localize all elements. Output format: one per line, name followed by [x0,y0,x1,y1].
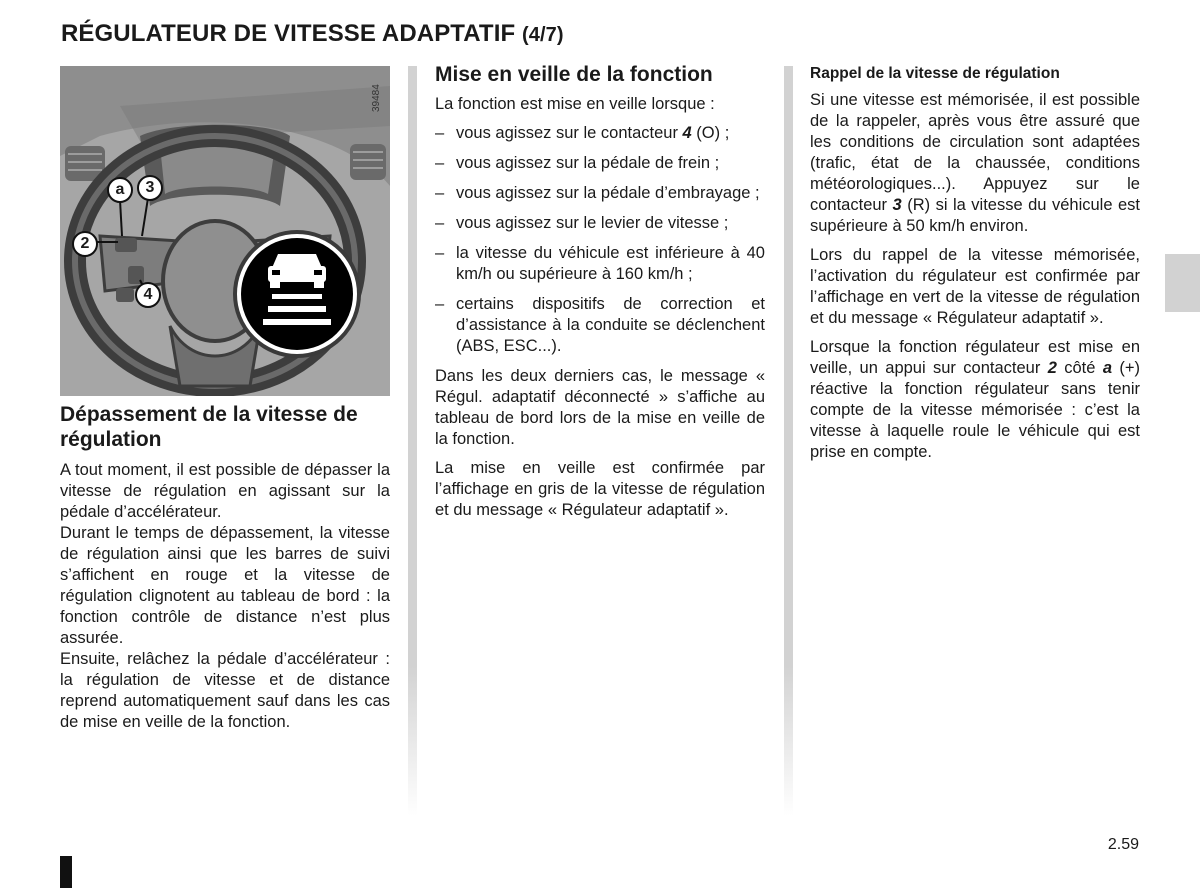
paragraph: A tout moment, il est possible de dépasser la vitesse de régulation en agissant sur la pédale d’accélérateur. [60,461,390,521]
left-column [60,402,390,741]
list-item: – certains dispositifs de correction et d’assistance à la conduite se déclenchent (ABS, ESC...). [435,294,765,357]
section-heading-recall: Rappel de la vitesse de régulation [810,65,1060,82]
list-item: – vous agissez sur la pédale d’embrayage ; [435,183,765,204]
standby-conditions-list [435,123,765,357]
list-item: – la vitesse du véhicule est inférieure à 40 km/h ou supérieure à 160 km/h ; [435,243,765,285]
column-divider-bar [408,66,417,816]
switch-ref-2: 2 [1047,359,1057,377]
switch-ref-3: 3 [892,196,902,214]
steering-wheel-drawing [60,66,390,396]
middle-column [435,62,765,529]
section-tab-marker [1165,254,1200,312]
right-column [810,63,1140,471]
list-item: – vous agissez sur le contacteur 4 (O) ; [435,123,765,144]
paragraph: La mise en veille est confirmée par l’affichage en gris de la vitesse de régulation et du message « Régulateur adaptatif ». [435,459,765,519]
switch-ref-4: 4 [682,124,692,142]
callout-a: a [107,177,133,203]
paragraph: Durant le temps de dépassement, la vitesse de régulation ainsi que les barres de suivi s’affichent en rouge et la vitesse de régulation clignotent au tableau de bord : la fonction contrôle de distance n’est plus assurée. [60,524,390,647]
paragraph: Lors du rappel de la vitesse mémorisée, l’activation du régulateur est confirmée par l’affichage en vert de la vitesse de régulation et du message « Régulateur adaptatif ». [810,246,1140,327]
paragraph: La fonction est mise en veille lorsque : [435,95,715,113]
column-divider-bar [784,66,793,816]
paragraph: Lorsque la fonction régulateur est mise en veille, un appui sur contacteur 2 côté a (+) réactive la fonction régulateur sans tenir compte de la vitesse mémorisée : c’est la vitesse à laquelle roule le véhicule qui est prise en compte. [810,338,1140,461]
callout-2: 2 [72,231,98,257]
corner-print-mark [60,856,72,888]
list-item: – vous agissez sur le levier de vitesse ; [435,213,765,234]
page-title-suffix: (4/7) [522,24,564,46]
page-title-text: RÉGULATEUR DE VITESSE ADAPTATIF [61,20,516,47]
callout-3: 3 [137,175,163,201]
steering-wheel-illustration [60,66,390,396]
paragraph: Ensuite, relâchez la pédale d’accélérateur : la régulation de vitesse et de distance reprend automatiquement sauf dans les cas de mise en veille de la fonction. [60,650,390,731]
paragraph: Dans les deux derniers cas, le message « Régul. adaptatif déconnecté » s’affiche au tableau de bord lors de la mise en veille de la fonction. [435,367,765,448]
section-heading-standby: Mise en veille de la fonction [435,63,713,86]
list-item: – vous agissez sur la pédale de frein ; [435,153,765,174]
callout-4: 4 [135,282,161,308]
side-ref-a: a [1102,359,1112,377]
page-title [61,20,564,48]
page-number: 2.59 [1107,836,1139,853]
figure-reference-number: 39484 [371,84,382,112]
paragraph: Si une vitesse est mémorisée, il est possible de la rappeler, après vous être assuré que les conditions de circulation sont adaptées (trafic, état de la chaussée, conditions météorologiques...). Appuyez sur le contacteur 3 (R) si la vitesse du véhicule est supérieure à 50 km/h environ. [810,91,1140,235]
section-heading-overtaking: Dépassement de la vitesse de régulation [60,403,358,451]
